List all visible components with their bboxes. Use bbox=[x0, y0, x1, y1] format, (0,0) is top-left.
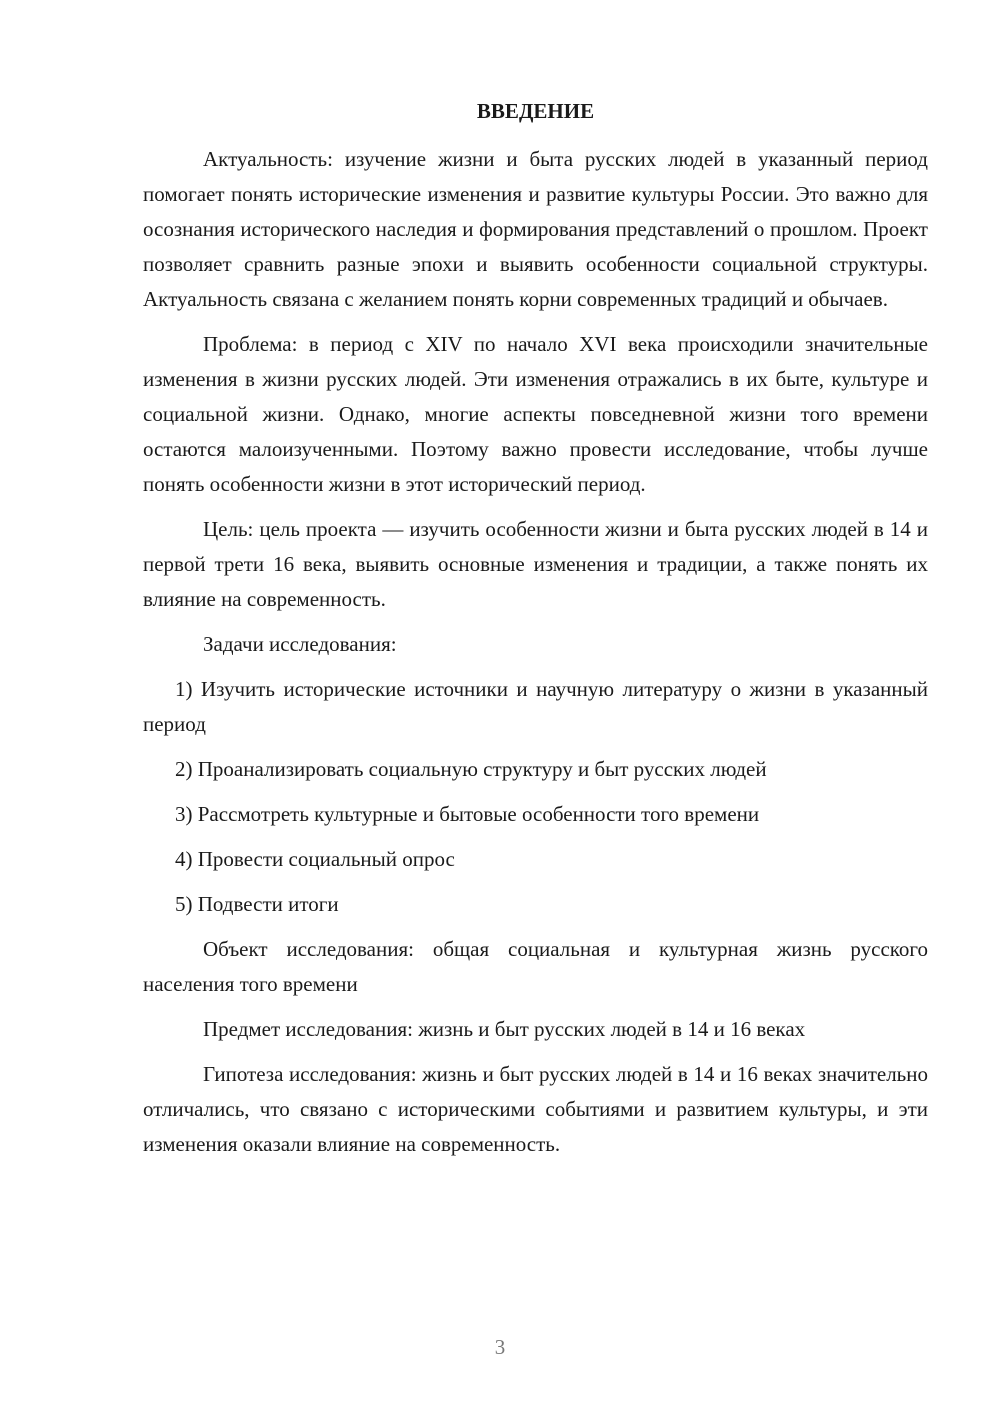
task-item-5: 5) Подвести итоги bbox=[175, 892, 339, 916]
page-title: ВВЕДЕНИЕ bbox=[476, 99, 595, 123]
paragraph-hypothesis: Гипотеза исследования: жизнь и быт русских людей в 14 и 16 веках значительно отличались, что связано с историческими событиями и развитием культуры, и эти изменения оказали влияние на современность. bbox=[143, 1062, 928, 1156]
paragraph-subject: Предмет исследования: жизнь и быт русских людей в 14 и 16 веках bbox=[203, 1017, 806, 1041]
task-item-1: 1) Изучить исторические источники и научную литературу о жизни в указанный период bbox=[143, 677, 928, 736]
task-item-2: 2) Проанализировать социальную структуру и быт русских людей bbox=[175, 757, 767, 781]
paragraph-goal: Цель: цель проекта — изучить особенности жизни и быта русских людей в 14 и первой трети 16 века, выявить основные изменения и традиции, а также понять их влияние на современность. bbox=[143, 517, 928, 611]
paragraph-problem: Проблема: в период с XIV по начало XVI века происходили значительные изменения в жизни русских людей. Эти изменения отражались в их быте, культуре и социальной жизни. Однако, многие аспекты повседневной жизни того времени остаются малоизученными. Поэтому важно провести исследование, чтобы лучше понять особенности жизни в этот исторический период. bbox=[143, 332, 928, 496]
page-number: 3 bbox=[494, 1335, 506, 1359]
paragraph-relevance: Актуальность: изучение жизни и быта русских людей в указанный период помогает понять исторические изменения и развитие культуры России. Это важно для осознания исторического наследия и формирования представлений о прошлом. Проект позволяет сравнить разные эпохи и выявить особенности социальной структуры. Актуальность связана с желанием понять корни современных традиций и обычаев. bbox=[143, 147, 928, 311]
tasks-heading: Задачи исследования: bbox=[203, 632, 397, 656]
paragraph-object: Объект исследования: общая социальная и культурная жизнь русского населения того времени bbox=[143, 937, 928, 996]
task-item-4: 4) Провести социальный опрос bbox=[175, 847, 455, 871]
task-item-3: 3) Рассмотреть культурные и бытовые особенности того времени bbox=[175, 802, 760, 826]
document-body bbox=[143, 142, 928, 1172]
